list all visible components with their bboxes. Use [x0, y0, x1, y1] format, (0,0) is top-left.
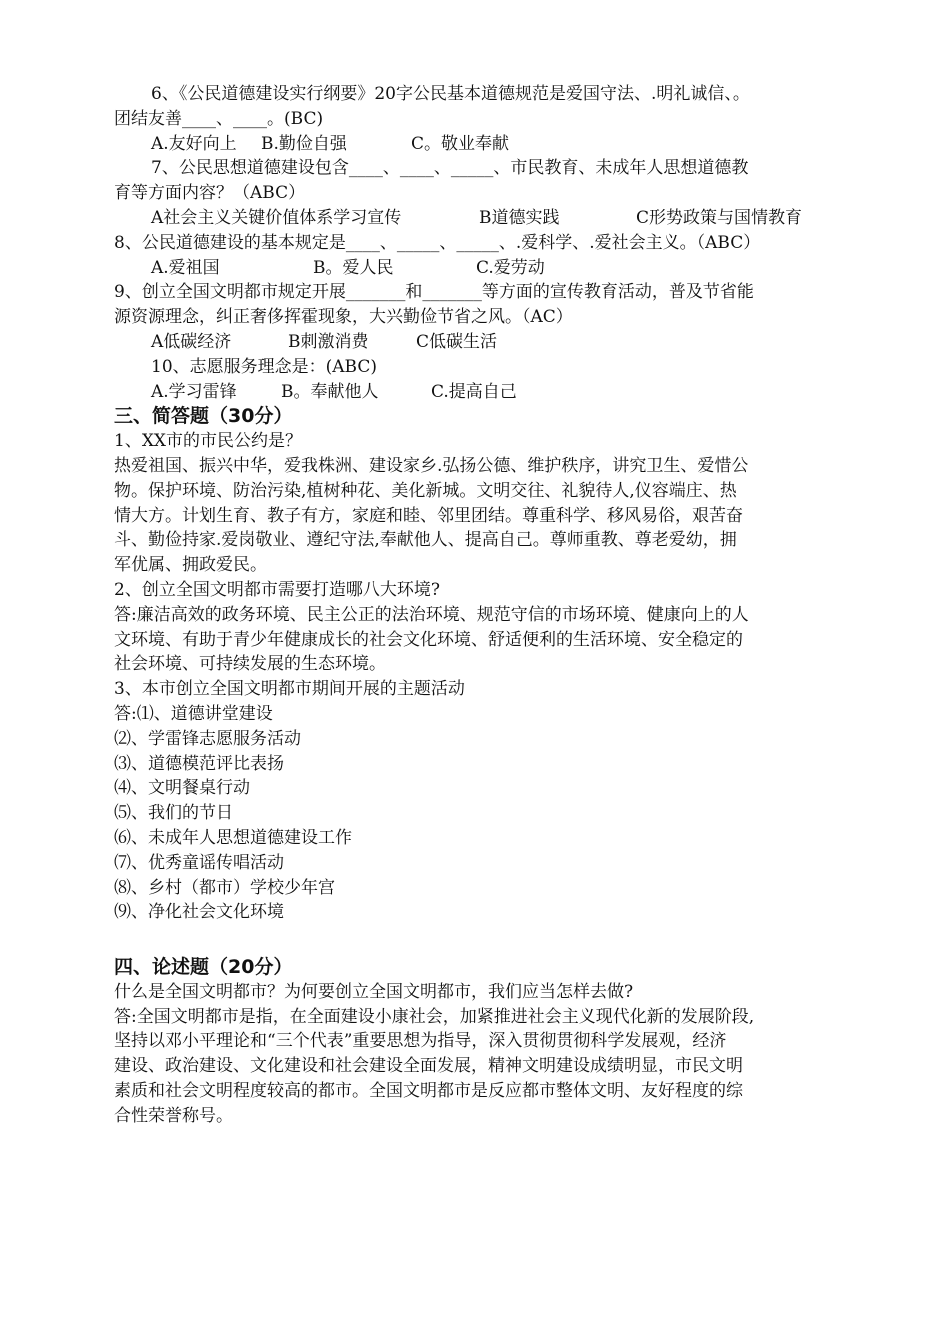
section3-a3-item: ⑸、我们的节日	[114, 803, 233, 824]
q10-options	[114, 380, 844, 405]
q10-option-b: B。奉献他人	[281, 381, 379, 402]
section3-a1-line: 斗、勤俭持家.爱岗敬业、遵纪守法,奉献他人、提高自己。尊师重教、尊老爱幼，拥	[114, 530, 737, 551]
section3-a3-item: ⑶、道德模范评比表扬	[114, 753, 284, 774]
section3-a3-item: 答:⑴、道德讲堂建设	[114, 703, 273, 724]
section-spacer	[114, 925, 844, 955]
document-content	[114, 82, 844, 1129]
q9-options	[114, 330, 844, 355]
section3-q2: 2、创立全国文明都市需要打造哪八大环境?	[114, 579, 440, 600]
section3-a3-item: ⑹、未成年人思想道德建设工作	[114, 827, 352, 848]
section3-q3: 3、本市创立全国文明都市期间开展的主题活动	[114, 679, 465, 700]
section3-a1-line: 军优属、拥政爱民。	[114, 555, 267, 576]
q9-line1: 9、创立全国文明都市规定开展_______和_______等方面的宣传教育活动，普及节省能	[114, 282, 754, 303]
section3-a3-item: ⑼、净化社会文化环境	[114, 902, 284, 923]
section4-answer-line: 合性荣誉称号。	[114, 1105, 233, 1126]
q7-option-c: C形势政策与国情教育	[636, 207, 803, 228]
section3-a3-item: ⑷、文明餐桌行动	[114, 778, 250, 799]
section4-answer-line: 建设、政治建设、文化建设和社会建设全面发展，精神文明建设成绩明显，市民文明	[114, 1056, 743, 1077]
section3-a2-line: 文环境、有助于青少年健康成长的社会文化环境、舒适便利的生活环境、安全稳定的	[114, 629, 743, 650]
q10-line1: 10、志愿服务理念是：(ABC)	[151, 356, 377, 377]
q7-option-a: A社会主义关键价值体系学习宣传	[151, 207, 402, 228]
q6-line1: 6、《公民道德建设实行纲要》20字公民基本道德规范是爱国守法、.明礼诚信、。	[151, 84, 750, 104]
q8-line1: 8、公民道德建设的基本规定是____、_____、_____、.爱科学、.爱社会主义。（ABC）	[114, 232, 761, 253]
q9-option-a: A低碳经济	[151, 331, 232, 352]
section3-heading: 三、简答题（30分）	[114, 405, 293, 428]
q8-option-a: A.爱祖国	[151, 257, 220, 278]
q9-option-b: B刺激消费	[288, 331, 369, 352]
section3-a1-line: 热爱祖国、振兴中华，爱我株洲、建设家乡.弘扬公德、维护秩序，讲究卫生、爱惜公	[114, 455, 749, 476]
q7-options	[114, 206, 844, 231]
section3-a3-item: ⑺、优秀童谣传唱活动	[114, 852, 284, 873]
section4-answer-line: 坚持以邓小平理论和“三个代表”重要思想为指导，深入贯彻贯彻科学发展观，经济	[114, 1031, 727, 1052]
q10-option-c: C.提高自己	[431, 381, 517, 402]
q6-options	[114, 132, 844, 157]
section4-answer-line: 答:全国文明都市是指，在全面建设小康社会，加紧推进社会主义现代化新的发展阶段,	[114, 1006, 755, 1027]
section3-a3-item: ⑻、乡村（都市）学校少年宫	[114, 877, 335, 898]
q6-option-a: A.友好向上	[151, 133, 237, 154]
q7-line1: 7、公民思想道德建设包含____、____、_____、市民教育、未成年人思想道德教	[151, 158, 749, 179]
q6-option-c: C。敬业奉献	[411, 133, 510, 154]
section4-answer-line: 素质和社会文明程度较高的都市。全国文明都市是反应都市整体文明、友好程度的综	[114, 1081, 743, 1102]
q8-options	[114, 256, 844, 281]
q6-option-b: B.勤俭自强	[261, 133, 347, 154]
section4-question: 什么是全国文明都市？为何要创立全国文明都市，我们应当怎样去做?	[114, 981, 634, 1002]
q8-option-b: B。爱人民	[313, 257, 394, 278]
q8-option-c: C.爱劳动	[476, 257, 545, 278]
section3-a2-line: 社会环境、可持续发展的生态环境。	[114, 654, 386, 675]
section3-a1-line: 情大方。计划生育、教子有方，家庭和睦、邻里团结。尊重科学、移风易俗，艰苦奋	[114, 505, 743, 526]
q10-option-a: A.学习雷锋	[151, 381, 237, 402]
q7-line2: 育等方面内容？（ABC）	[114, 183, 306, 204]
q9-option-c: C低碳生活	[416, 331, 498, 352]
q9-line2: 源资源理念，纠正奢侈挥霍现象，大兴勤俭节省之风。（AC）	[114, 307, 573, 328]
section3-a3-item: ⑵、学雷锋志愿服务活动	[114, 728, 301, 749]
section3-q1: 1、XX市的市民公约是？	[114, 431, 303, 452]
q7-option-b: B道德实践	[479, 207, 560, 228]
section3-a2-line: 答:廉洁高效的政务环境、民主公正的法治环境、规范守信的市场环境、健康向上的人	[114, 604, 749, 625]
q6-line2: 团结友善____、____。(BC)	[114, 108, 324, 129]
section3-a1-line: 物。保护环境、防治污染,植树种花、美化新城。文明交往、礼貌待人,仪容端庄、热	[114, 480, 737, 501]
section4-heading: 四、论述题（20分）	[114, 956, 293, 979]
